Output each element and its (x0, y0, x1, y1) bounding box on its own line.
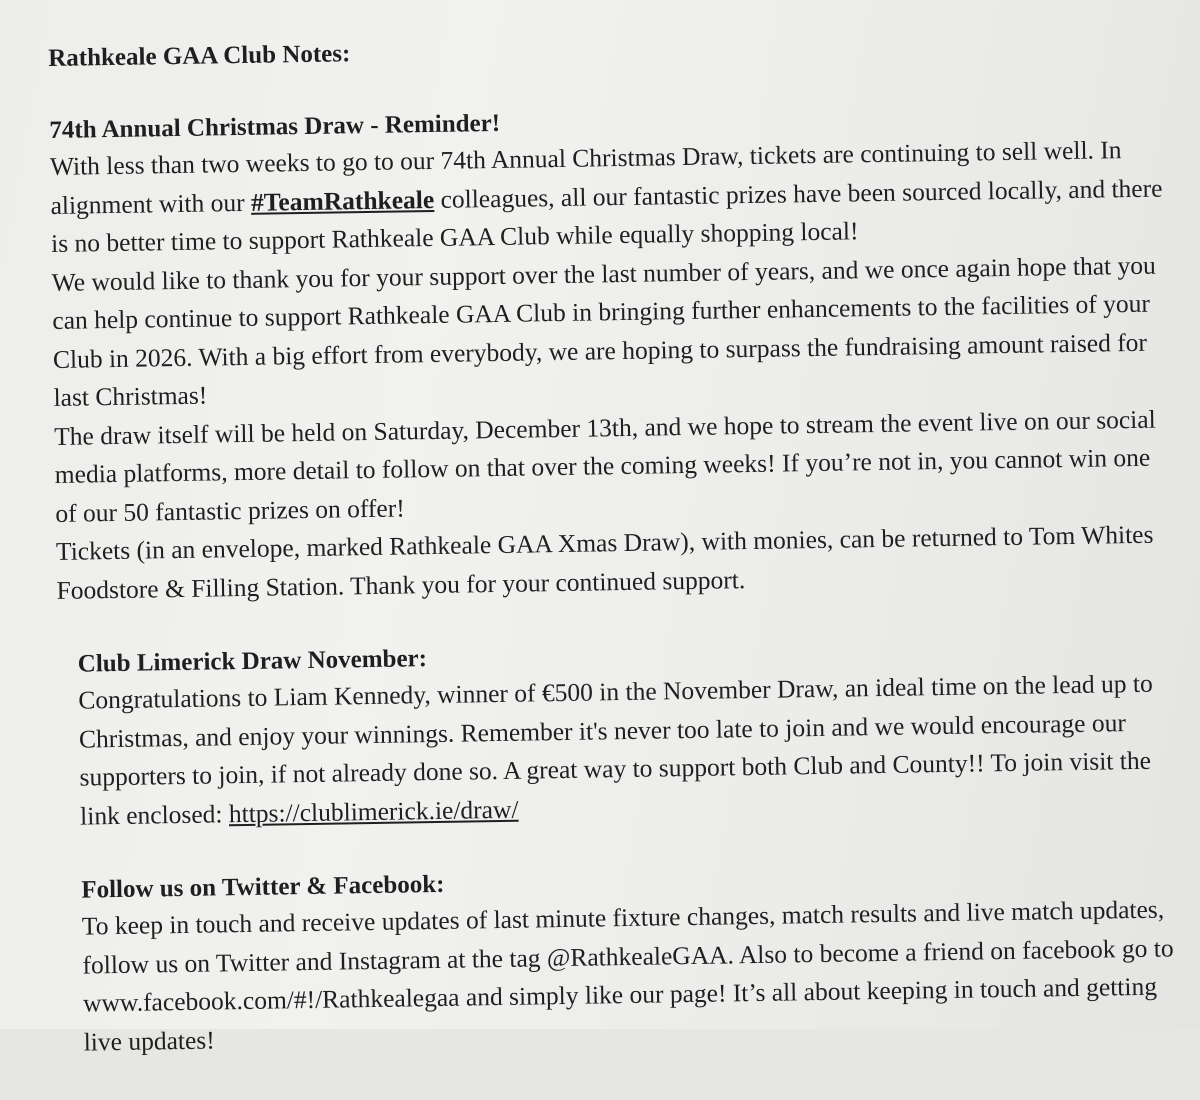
christmas-draw-heading: 74th Annual Christmas Draw - Reminder! (49, 109, 501, 144)
christmas-draw-paragraph-1 (50, 130, 1172, 263)
club-limerick-paragraph (78, 664, 1180, 835)
document-title: Rathkeale GAA Club Notes: (48, 40, 351, 72)
christmas-draw-section (49, 96, 1177, 610)
club-limerick-section (58, 630, 1181, 836)
club-limerick-text: Congratulations to Liam Kennedy, winner of €500 in the November Draw, an ideal time on the lead up to Christmas, and enjoy your winnings. Remember it's never too late to join and we would encourage our supporters to join, if not already done so. A great way to support both Club and County!! To join visit the link enclosed: (78, 668, 1153, 831)
christmas-draw-paragraph-4: Tickets (in an envelope, marked Rathkeale GAA Xmas Draw), with monies, can be returned to Tom Whites Foodstore & Filling Station. Thank you for your continued support. (55, 519, 1154, 605)
club-limerick-draw-link[interactable]: https://clublimerick.ie/draw/ (228, 794, 519, 828)
social-media-heading: Follow us on Twitter & Facebook: (81, 870, 445, 904)
christmas-draw-p1-text-start: With less than two weeks to go to our 74th Annual Christmas Draw, tickets are continuing to sell well. In alignment with our (49, 135, 1122, 220)
social-media-paragraph: To keep in touch and receive updates of last minute fixture changes, match results and live match updates, follow us on Twitter and Instagram at the tag @RathkealeGAA. Also to become a friend on facebook go to www.facebook.com/#!/Rathkealegaa and simply like our page! It’s all about keeping in touch and getting live updates! (81, 894, 1174, 1057)
social-media-section (61, 856, 1184, 1062)
christmas-draw-p1-text-end: colleagues, all our fantastic prizes have been sourced locally, and there is no better time to support Rathkeale GAA Club while equally shopping local! (50, 173, 1163, 258)
christmas-draw-paragraph-2: We would like to thank you for your support over the last number of years, and we once again hope that you can help continue to support Rathkeale GAA Club in bringing further enhancements to the facilities of your Club in 2026. With a big effort from everybody, we are hoping to surpass the fundraising amount raised for last Christmas! (51, 250, 1156, 412)
club-limerick-heading: Club Limerick Draw November: (77, 645, 428, 678)
club-notes-document (48, 24, 1184, 1099)
team-rathkeale-hashtag: #TeamRathkeale (250, 184, 435, 217)
christmas-draw-paragraph-3: The draw itself will be held on Saturday, December 13th, and we hope to stream the event live on our social media platforms, more detail to follow on that over the coming weeks! If you’re not in, you cannot win one of our 50 fantastic prizes on offer! (53, 404, 1156, 528)
